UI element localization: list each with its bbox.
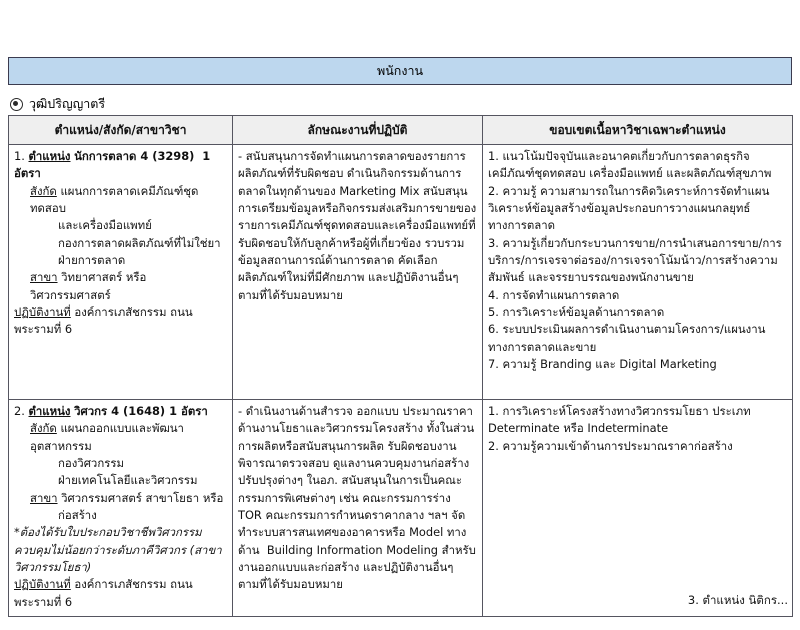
footer-continuation-note: 3. ตำแหน่ง นิติกร... (687, 593, 788, 607)
worksite-line (14, 576, 227, 611)
scope-item: 7. ความรู้ Branding และ Digital Marketing (488, 356, 717, 371)
qualification-radio-row[interactable] (10, 94, 105, 114)
positions-table (8, 115, 793, 617)
position-title-line (14, 148, 227, 183)
unit-value: แผนกออกแบบและพัฒนาอุตสาหกรรม (30, 421, 184, 453)
field-value: วิทยาศาสตร์ หรือวิศวกรรมศาสตร์ (30, 270, 147, 302)
scope-item: 2. ความรู้ความเข้าด้านการประมาณราคาก่อสร้าง (488, 438, 733, 453)
field-label: สาขา (30, 270, 58, 285)
unit-label: สังกัด (30, 421, 57, 436)
field-line (14, 490, 227, 507)
scope-cell (483, 145, 793, 400)
table-body (9, 145, 793, 617)
banner-title: พนักงาน (8, 57, 792, 85)
worksite-value: องค์การเภสัชกรรม ถนนพระรามที่ 6 (14, 304, 193, 337)
column-header-scope: ขอบเขตเนื้อหาวิชาเฉพาะตำแหน่ง (483, 116, 793, 145)
field-line-cont: ก่อสร้าง (58, 507, 97, 522)
scope-item: 3. ความรู้เกี่ยวกับกระบวนการขาย/การนำเสนอการขาย/การบริการ/การเจรจาต่อรอง/การเจรจาโน้มน้าว/การสร้างความสัมพันธ์ และจรรยาบรรณของพนักงานขาย (488, 235, 782, 285)
position-title: นักการตลาด 4 (3298) 1 อัตรา (14, 149, 215, 181)
table-header (9, 116, 793, 145)
field-value: วิศวกรรมศาสตร์ สาขาโยธา หรือ (61, 490, 224, 505)
position-number: 1. (14, 149, 25, 163)
position-title-line (14, 403, 227, 420)
worksite-label: ปฏิบัติงานที่ (14, 577, 71, 592)
position-number: 2. (14, 404, 25, 418)
job-description-cell (233, 400, 483, 617)
position-label: ตำแหน่ง (28, 149, 71, 163)
job-description-text: - สนับสนุนการจัดทำแผนการตลาดของรายการผลิตภัณฑ์ที่รับผิดชอบ ดำเนินกิจกรรมด้านการตลาดในทุกด้านของ Marketing Mix สนับสนุนการเตรียมข้อมูลหรือกิจกรรมส่งเสริมการขายของรายการเคมีภัณฑ์ชุดทดสอบและเครื่องมือแพทย์ที่รับผิดชอบให้กับลูกค้าหรือผู้ที่เกี่ยวข้อง รวบรวมข้อมูลสถานการณ์ด้านการตลาด คัดเลือกผลิตภัณฑ์ใหม่ที่มีศักยภาพ และปฏิบัติงานอื่นๆ ตามที่ได้รับมอบหมาย (238, 149, 477, 302)
column-header-job-description: ลักษณะงานที่ปฏิบัติ (233, 116, 483, 145)
scope-item: 4. การจัดทำแผนการตลาด (488, 287, 620, 302)
worksite-label: ปฏิบัติงานที่ (14, 304, 71, 319)
unit-value: แผนกการตลาดเคมีภัณฑ์ชุดทดสอบ (30, 183, 199, 215)
scope-item: 1. การวิเคราะห์โครงสร้างทางวิศวกรรมโยธา ประเภท Determinate หรือ Indeterminate (488, 404, 755, 436)
field-label: สาขา (30, 490, 58, 505)
table-row (9, 145, 793, 400)
unit-line-first (14, 183, 227, 218)
worksite-value: องค์การเภสัชกรรม ถนนพระรามที่ 6 (14, 577, 193, 609)
position-cell (9, 400, 233, 617)
scope-item: 5. การวิเคราะห์ข้อมูลด้านการตลาด (488, 304, 665, 319)
unit-line: กองการตลาดผลิตภัณฑ์ที่ไม่ใช่ยา (58, 235, 221, 250)
job-description-text: - ดำเนินงานด้านสำรวจ ออกแบบ ประมาณราคาด้านงานโยธาและวิศวกรรมโครงสร้าง ทั้งในส่วนการผลิตหรือสนับสนุนการผลิต รับผิดชอบงานพิจารณาตรวจสอบ ดูแลงานควบคุมงานก่อสร้างปรับปรุงต่างๆ ในอภ. สนับสนุนในการเป็นคณะกรรมการพิเศษต่างๆ เช่น คณะกรรมการร่าง TOR คณะกรรมการกำหนดราคากลาง ฯลฯ จัดทำระบบสารสนเทศของอาคารหรือ Model ทางด้าน Building Information Modeling สำหรับงานออกแบบและก่อสร้าง และปฏิบัติงานอื่นๆ ตามที่ได้รับมอบหมาย (238, 404, 476, 592)
position-label: ตำแหน่ง (28, 404, 71, 418)
unit-line: ฝ่ายการตลาด (58, 252, 126, 267)
banner-container (8, 57, 792, 85)
unit-line: ฝ่ายเทคโนโลยีและวิศวกรรม (58, 473, 198, 488)
table-row (9, 400, 793, 617)
radio-selected-icon[interactable] (10, 98, 23, 111)
job-description-cell (233, 145, 483, 400)
scope-cell (483, 400, 793, 617)
scope-item: 6. ระบบประเมินผลการดำเนินงานตามโครงการ/แผนงานทางการตลาดและขาย (488, 322, 766, 354)
position-title: วิศวกร 4 (1648) 1 อัตรา (74, 404, 208, 418)
column-header-position: ตำแหน่ง/สังกัด/สาขาวิชา (9, 116, 233, 145)
unit-line-first (14, 420, 227, 455)
scope-item: 2. ความรู้ ความสามารถในการคิดวิเคราะห์การจัดทำแผนวิเคราะห์ข้อมูลสร้างข้อมูลประกอบการวางแผนกลยุทธ์ทางการตลาด (488, 183, 770, 233)
position-note: *ต้องได้รับใบประกอบวิชาชีพวิศวกรรมควบคุมไม่น้อยกว่าระดับภาคีวิศวกร (สาขาวิศวกรรมโยธา) (14, 525, 222, 574)
scope-item: 1. แนวโน้มปัจจุบันและอนาคตเกี่ยวกับการตลาดธุรกิจเคมีภัณฑ์ชุดทดสอบ เครื่องมือแพทย์ และผลิตภัณฑ์สุขภาพ (488, 149, 772, 181)
position-cell (9, 145, 233, 400)
worksite-line (14, 304, 227, 339)
unit-line: กองวิศวกรรม (58, 455, 124, 470)
unit-label: สังกัด (30, 183, 57, 198)
table-header-row (9, 116, 793, 145)
qualification-radio-label: วุฒิปริญญาตรี (29, 96, 106, 111)
unit-line: และเครื่องมือแพทย์ (58, 218, 152, 233)
field-line (14, 269, 227, 304)
